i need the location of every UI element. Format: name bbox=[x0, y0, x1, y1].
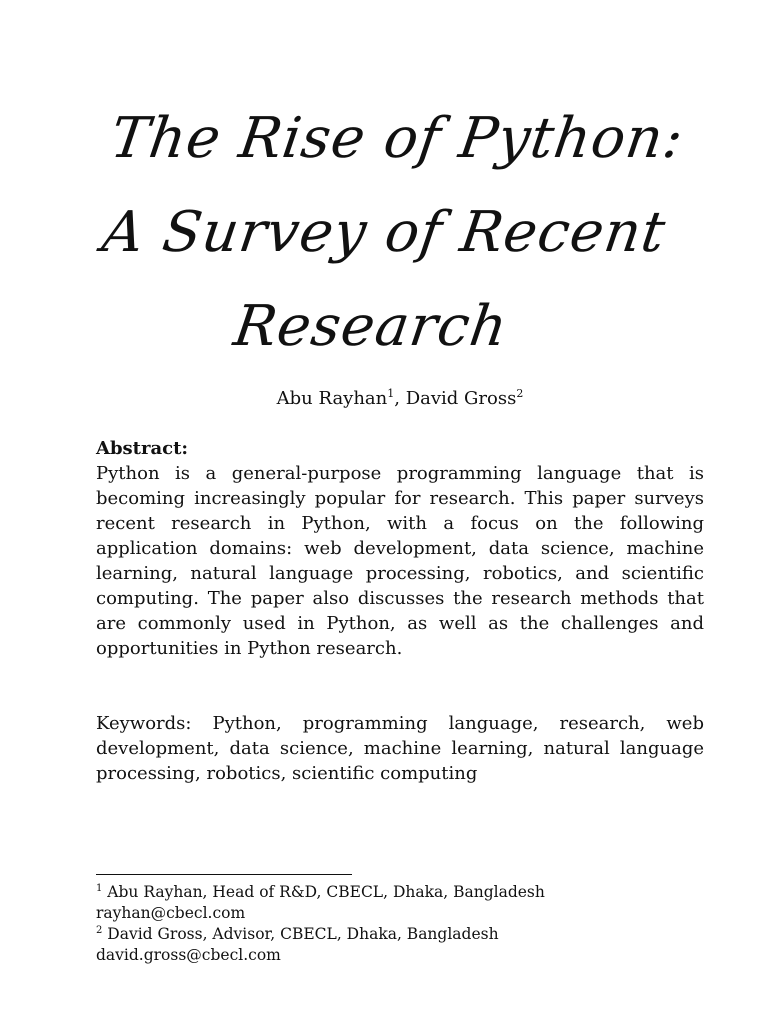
author-line bbox=[96, 386, 704, 412]
footnote-1-mark: 1 bbox=[96, 882, 103, 894]
paper-title bbox=[40, 92, 728, 374]
author-2-name: David Gross bbox=[405, 388, 517, 409]
footnote-1-text: Abu Rayhan, Head of R&D, CBECL, Dhaka, Bangladesh bbox=[102, 883, 545, 901]
footnote-2-mark: 2 bbox=[96, 924, 103, 936]
author-1-name: Abu Rayhan bbox=[276, 388, 388, 409]
footnote-2-email: david.gross@cbecl.com bbox=[96, 946, 281, 964]
author-1-footnote-mark: 1 bbox=[387, 387, 395, 400]
title-line-3: Research bbox=[229, 294, 512, 359]
title-line-1: The Rise of Python: bbox=[106, 106, 688, 171]
title-line-2: A Survey of Recent bbox=[98, 200, 670, 265]
author-2-footnote-mark: 2 bbox=[516, 387, 524, 400]
footnote-divider bbox=[96, 874, 352, 875]
author-separator: , bbox=[394, 388, 406, 409]
footnote-1 bbox=[96, 882, 704, 903]
footnote-1-email: rayhan@cbecl.com bbox=[96, 904, 246, 922]
abstract-body: Python is a general-purpose programming language that is becoming increasingly popular for research. This paper surveys recent research in Python, with a focus on the following application domains: web development, data science, machine learning, natural language processing, robotics, and scientific computing. The paper also discusses the research methods that are commonly used in Python, as well as the challenges and opportunities in Python research. bbox=[96, 463, 704, 659]
footnote-2 bbox=[96, 924, 704, 945]
footnote-2-text: David Gross, Advisor, CBECL, Dhaka, Bangladesh bbox=[102, 925, 499, 943]
abstract-heading: Abstract: bbox=[96, 438, 189, 459]
footnotes bbox=[96, 882, 704, 966]
keywords-paragraph: Keywords: Python, programming language, research, web development, data science, machine learning, natural language processing, robotics, scientific computing bbox=[96, 713, 704, 784]
